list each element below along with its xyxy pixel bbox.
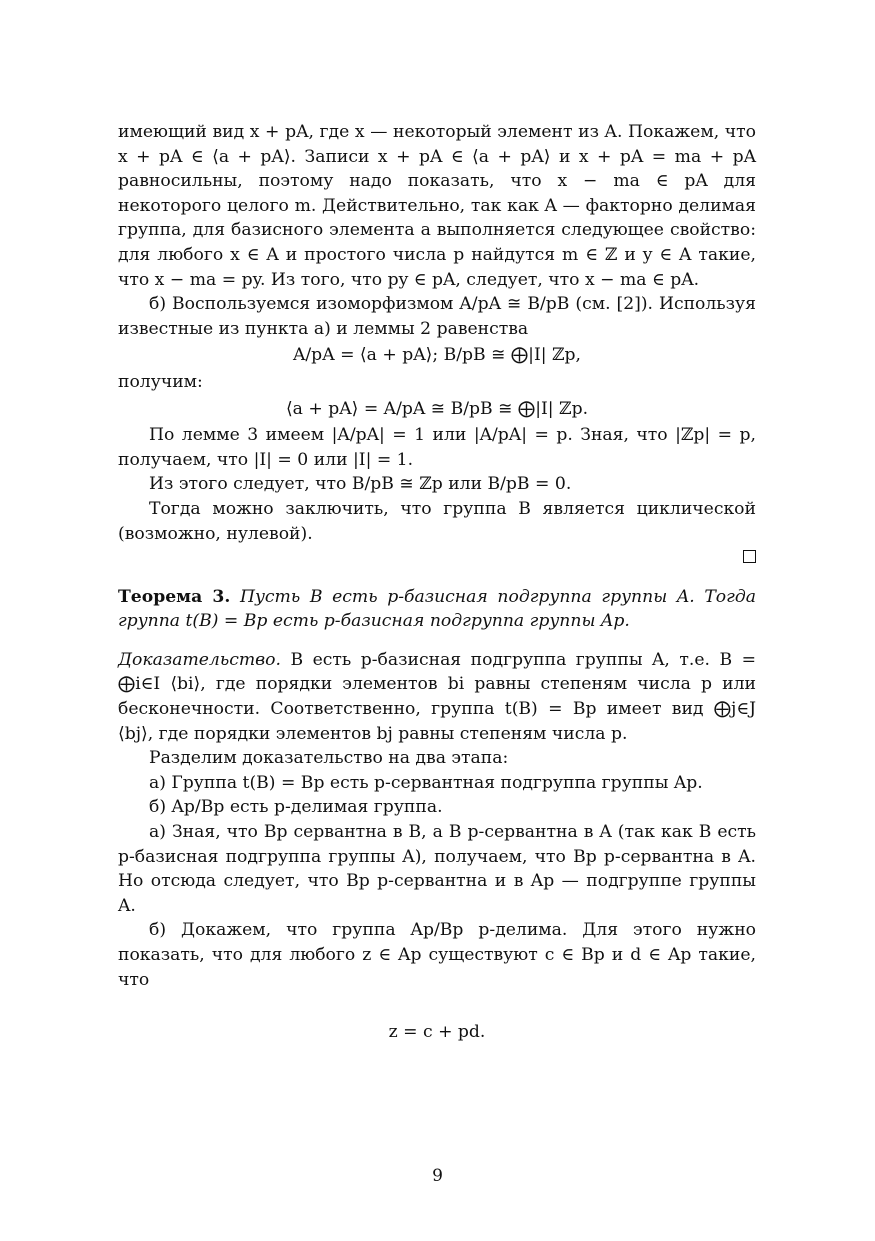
paragraph-10: б) Ap/Bp есть p-делимая группа.: [149, 797, 443, 818]
proof-label: Доказательство.: [118, 649, 281, 670]
theorem-title: Теорема 3.: [118, 586, 231, 607]
equation-3: z = c + pd.: [388, 1022, 486, 1043]
paragraph-6: Тогда можно заключить, что группа B является циклической (возможно, нулевой).: [118, 498, 756, 544]
paragraph-2: б) Воспользуемся изоморфизмом A/pA ≅ B/pB (см. [2]). Используя известные из пункта а) и леммы 2 равенства: [118, 294, 756, 339]
paragraph-8: Разделим доказательство на два этапа:: [149, 748, 509, 769]
qed-square-icon: [743, 550, 756, 563]
qed-mark: [118, 546, 756, 571]
theorem-statement: Пусть B есть p-базисная подгруппа группы A. Тогда группа t(B) = Bp есть p-базисная подгруппа группы Ap.: [118, 586, 756, 632]
spacer: [118, 571, 756, 585]
proof-paragraph: [118, 648, 756, 746]
paragraph-9: а) Группа t(B) = Bp есть p-сервантная подгруппа группы Ap.: [149, 772, 703, 793]
paragraph-5: Из этого следует, что B/pB ≅ ℤp или B/pB = 0.: [149, 474, 572, 495]
proof-text: B есть p-базисная подгруппа группы A, т.е. B = ⨁i∈I ⟨bi⟩, где порядки элементов bi равны степеням числа p или бесконечности. Соответственно, группа t(B) = Bp имеет вид ⨁j∈J ⟨bj⟩, где порядки элементов bj равны степеням числа p.: [118, 649, 757, 744]
paragraph-1: имеющий вид x + pA, где x — некоторый элемент из A. Покажем, что x + pA ∈ ⟨a + pA⟩. Записи x + pA ∈ ⟨a + pA⟩ и x + pA = ma + pA равносильны, поэтому надо показать, что x − ma ∈ pA для некоторого целого m. Действительно, так как A — факторно делимая группа, для базисного элемента a выполняется следующее свойство: для любого x ∈ A и простого числа p найдутся m ∈ ℤ и y ∈ A такие, что x − ma = py. Из того, что py ∈ pA, следует, что x − ma ∈ pA.: [118, 122, 756, 290]
paragraph-11: а) Зная, что Bp сервантна в B, а B p-сервантна в A (так как B есть p-базисная подгруппа группы A), получаем, что Bp p-сервантна в A. Но отсюда следует, что Bp p-сервантна и в Ap — подгруппе группы A.: [118, 822, 756, 916]
equation-1: A/pA = ⟨a + pA⟩; B/pB ≅ ⨁|I| ℤp,: [292, 345, 582, 366]
theorem-3: [118, 585, 756, 634]
paragraph-3: получим:: [118, 371, 203, 392]
equation-2: ⟨a + pA⟩ = A/pA ≅ B/pB ≅ ⨁|I| ℤp.: [285, 398, 589, 419]
spacer: [118, 634, 756, 648]
paragraph-4: По лемме 3 имеем |A/pA| = 1 или |A/pA| = p. Зная, что |ℤp| = p, получаем, что |I| = 0 или |I| = 1.: [118, 425, 756, 470]
paragraph-12: б) Докажем, что группа Ap/Bp p-делима. Для этого нужно показать, что для любого z ∈ Ap существуют c ∈ Bp и d ∈ Ap такие, что: [118, 920, 756, 990]
spacer: [118, 992, 756, 1018]
page-body: [118, 120, 756, 1047]
page-number: 9: [432, 1166, 443, 1186]
